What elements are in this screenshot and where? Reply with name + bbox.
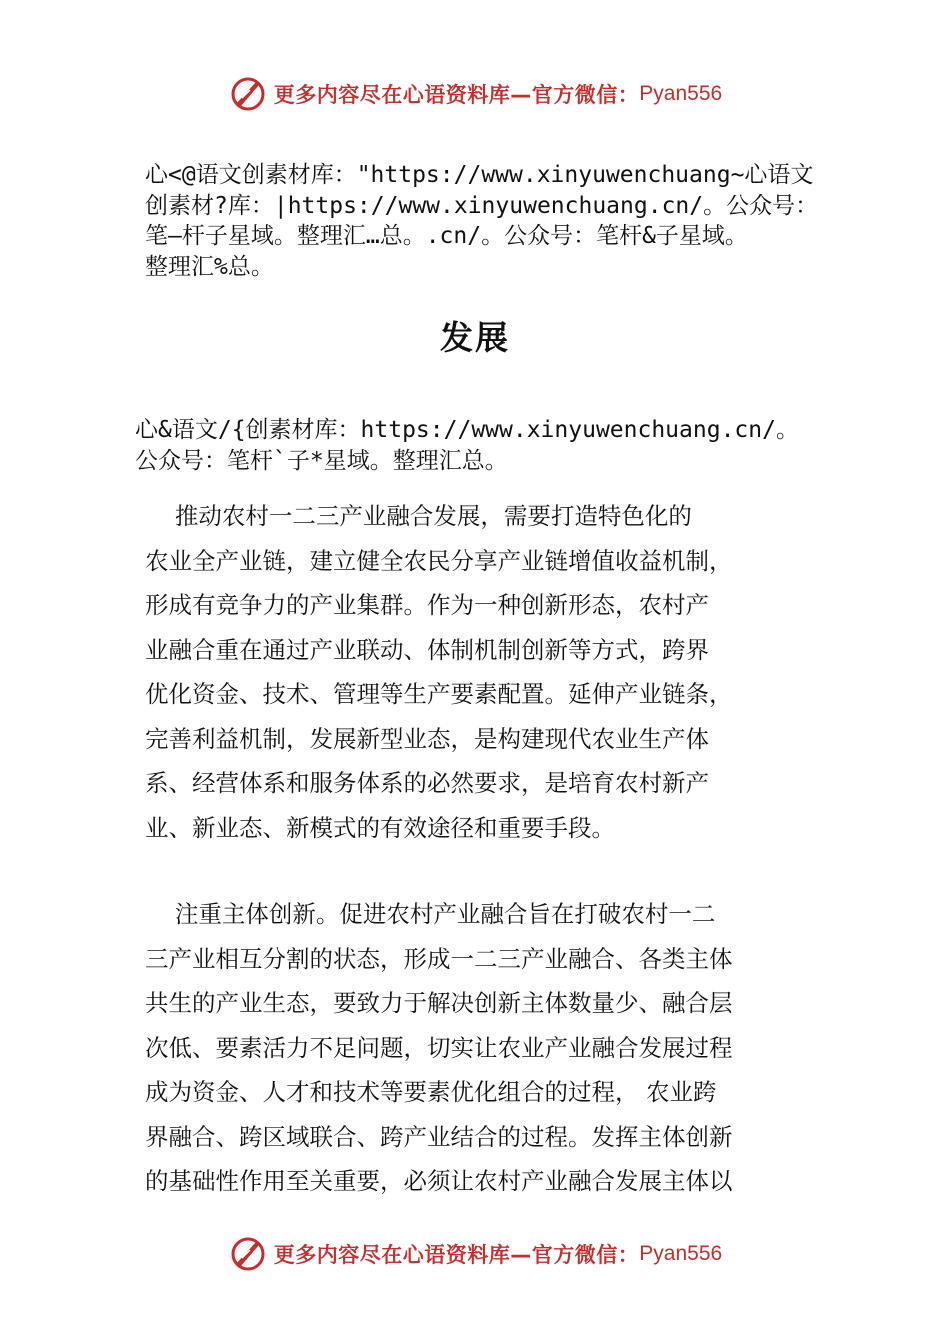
paragraph-line: 三产业相互分割的状态，形成一二三产业融合、各类主体: [145, 944, 733, 973]
watermark-line: 心<@语文创素材库："https://www.xinyuwenchuang~心语文: [145, 162, 814, 188]
footer-banner: [0, 1232, 950, 1276]
watermark-line: 心&语文/{创素材库：https://www.xinyuwenchuang.cn/。: [135, 417, 799, 443]
paragraph-line: 界融合、跨区域联合、跨产业结合的过程。发挥主体创新: [145, 1122, 733, 1151]
banner-wechat-id: Pyan556: [639, 82, 723, 105]
paragraph-line: 业融合重在通过产业联动、体制机制创新等方式，跨界: [145, 635, 709, 664]
watermark-text-block-2: [135, 415, 799, 476]
watermark-line: 公众号：笔杆`子*星域。整理汇总。: [135, 447, 508, 474]
page-title: 发展: [440, 318, 510, 357]
body-paragraph-2: [145, 892, 733, 1204]
watermark-text-block-1: [145, 160, 818, 282]
watermark-line: 创素材?库：|https://www.xinyuwenchuang.cn/。公众号：: [145, 192, 819, 219]
paragraph-line: 成为资金、人才和技术等要素优化组合的过程， 农业跨: [145, 1078, 717, 1106]
paragraph-line: 次低、要素活力不足问题，切实让农业产业融合发展过程: [145, 1033, 733, 1062]
watermark-line: 整理汇%总。: [145, 253, 274, 280]
paragraph-line: 系、经营体系和服务体系的必然要求，是培育农村新产: [145, 769, 709, 797]
paragraph-line: 推动农村一二三产业融合发展，需要打造特色化的: [145, 502, 692, 530]
quill-circle-logo-icon: [228, 74, 268, 114]
paragraph-line: 注重主体创新。促进农村产业融合旨在打破农村一二: [145, 900, 716, 928]
paragraph-line: 的基础性作用至关重要，必须让农村产业融合发展主体以: [145, 1167, 733, 1195]
watermark-line: 笔—杆子星域。整理汇…总。.cn/。公众号：笔杆&子星域。: [145, 223, 748, 249]
paragraph-line: 农业全产业链，建立健全农民分享产业链增值收益机制，: [145, 546, 733, 575]
paragraph-line: 业、新业态、新模式的有效途径和重要手段。: [145, 813, 615, 842]
header-banner: [0, 72, 950, 116]
body-paragraph-1: [145, 494, 733, 850]
paragraph-line: 优化资金、技术、管理等生产要素配置。延伸产业链条，: [145, 680, 733, 708]
banner-text: 更多内容尽在心语资料库—官方微信：: [273, 1243, 640, 1267]
banner-text: 更多内容尽在心语资料库—官方微信：: [273, 83, 640, 107]
paragraph-line: 完善利益机制，发展新型业态，是构建现代农业生产体: [145, 724, 709, 753]
paragraph-line: 形成有竞争力的产业集群。作为一种创新形态，农村产: [145, 591, 709, 619]
paragraph-line: 共生的产业生态，要致力于解决创新主体数量少、融合层: [145, 989, 733, 1017]
banner-wechat-id: Pyan556: [639, 1242, 723, 1265]
quill-circle-logo-icon: [228, 1234, 268, 1274]
